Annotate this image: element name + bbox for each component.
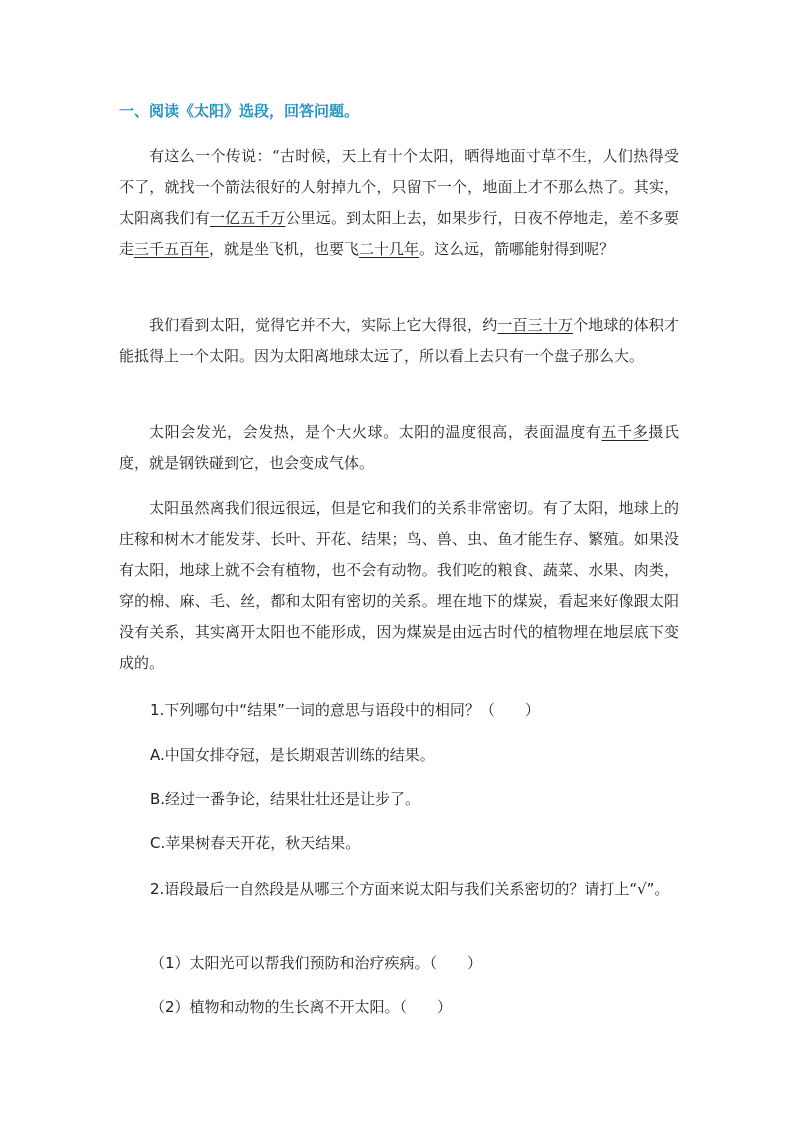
passage-text: 个地球的体积才能抵得上一个太阳。因为太阳离地球太远了，所以看上去只有一个盘子那么大。: [119, 316, 679, 365]
passage-text: 太阳虽然离我们很远很远，但是它和我们的关系非常密切。有了太阳，地球上的庄稼和树木才能发芽、长叶、开花、结果；鸟、兽、虫、鱼才能生存、繁殖。如果没有太阳，地球上就不会有植物，也不会有动物。我们吃的粮食、蔬菜、水果、肉类，穿的棉、麻、毛、丝，都和太阳有密切的关系。埋在地下的煤炭，看起来好像跟太阳没有关系，其实离开太阳也不能形成，因为煤炭是由远古时代的植物埋在地层底下变成的。: [119, 499, 679, 672]
passage-paragraph-4: [119, 493, 679, 679]
passage-text: ，就是坐飞机，也要飞: [209, 240, 360, 258]
passage-paragraph-1: [119, 141, 679, 265]
underlined-figure: 一百三十万: [497, 316, 574, 334]
question-2-item-2: [150, 992, 452, 1023]
question-2-item-1-text: （1）太阳光可以帮我们预防和治疗疾病。（: [150, 954, 438, 972]
option-b: B.经过一番争论，结果壮壮还是让步了。: [150, 790, 421, 808]
passage-text: 摄氏度，就是钢铁碰到它，也会变成气体。: [119, 423, 679, 472]
passage-text: 。这么远，箭哪能射得到呢？: [419, 240, 615, 258]
underlined-figure: 一亿五千万: [209, 209, 286, 227]
underlined-figure: 三千五百年: [134, 240, 210, 258]
question-2-item-2-close: ）: [437, 998, 453, 1016]
option-c: C.苹果树春天开花，秋天结果。: [150, 834, 361, 852]
section-heading: 一、阅读《太阳》选段，回答问题。: [119, 102, 360, 120]
passage-paragraph-3: [119, 417, 679, 479]
passage-paragraph-2: [119, 310, 679, 372]
passage-text: 公里远。到太阳上去，如果步行，日夜不停地走，差不多要走: [119, 209, 679, 258]
passage-text: 有这么一个传说：“古时候，天上有十个太阳，晒得地面寸草不生，人们热得受不了，就找一个箭法很好的人射掉九个，只留下一个，地面上才不那么热了。其实，太阳离我们有: [119, 147, 679, 227]
option-a: A.中国女排夺冠，是长期艰苦训练的结果。: [150, 746, 435, 764]
question-2-item-1-close: ）: [467, 954, 483, 972]
passage-text: 我们看到太阳，觉得它并不大，实际上它大得很，约: [149, 316, 498, 334]
underlined-figure: 五千多: [601, 423, 649, 441]
question-2-item-1: [150, 948, 482, 979]
question-1: [150, 695, 540, 726]
question-2: 2.语段最后一自然段是从哪三个方面来说太阳与我们关系密切的？请打上“√”。: [150, 880, 670, 898]
passage-text: 太阳会发光，会发热，是个大火球。太阳的温度很高，表面温度有: [149, 423, 602, 441]
question-1-text: 1.下列哪句中“结果”一词的意思与语段中的相同？（: [150, 701, 495, 719]
question-1-close-paren: ）: [524, 701, 540, 719]
underlined-figure: 二十几年: [359, 240, 420, 258]
question-2-item-2-text: （2）植物和动物的生长离不开太阳。（: [150, 998, 408, 1016]
